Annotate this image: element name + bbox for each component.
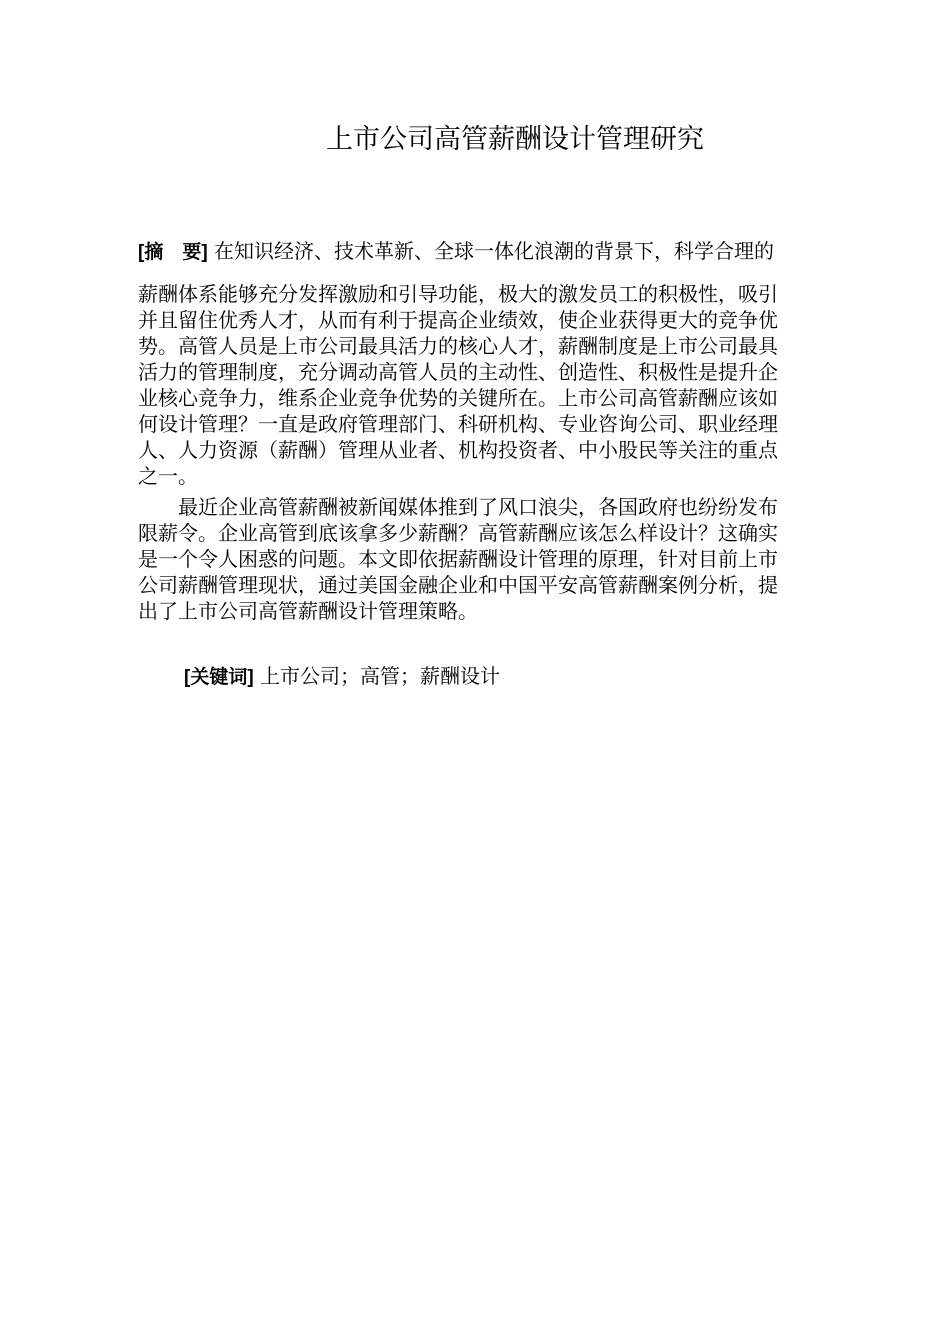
text-line: 人、人力资源（薪酬）管理从业者、机构投资者、中小股民等关注的重点 (138, 438, 778, 462)
abstract-first-line-text: 在知识经济、技术革新、全球一体化浪潮的背景下，科学合理的 (207, 239, 775, 263)
abstract-paragraph-2 (138, 494, 858, 624)
text-line: 活力的管理制度，充分调动高管人员的主动性、创造性、积极性是提升企 (138, 360, 778, 384)
text-line: 限薪令。企业高管到底该拿多少薪酬？高管薪酬应该怎么样设计？这确实 (138, 521, 778, 545)
text-line: 势。高管人员是上市公司最具活力的核心人才，薪酬制度是上市公司最具 (138, 334, 778, 358)
text-line: 最近企业高管薪酬被新闻媒体推到了风口浪尖，各国政府也纷纷发布 (138, 495, 778, 519)
text-line: 薪酬体系能够充分发挥激励和引导功能，极大的激发员工的积极性，吸引 (138, 282, 778, 306)
document-title: 上市公司高管薪酬设计管理研究 (326, 124, 704, 155)
text-line: 并且留住优秀人才，从而有利于提高企业绩效，使企业获得更大的竞争优 (138, 308, 778, 332)
keywords-text: 上市公司；高管；薪酬设计 (253, 664, 501, 688)
text-line: 之一。 (138, 464, 198, 488)
abstract-label: [摘 要] (138, 242, 208, 263)
text-line: 出了上市公司高管薪酬设计管理策略。 (138, 599, 478, 623)
text-line: 业核心竞争力，维系企业竞争优势的关键所在。上市公司高管薪酬应该如 (138, 386, 778, 410)
text-line: 是一个令人困惑的问题。本文即依据薪酬设计管理的原理，针对目前上市 (138, 547, 778, 571)
keywords-line (184, 662, 864, 692)
text-line: 公司薪酬管理现状，通过美国金融企业和中国平安高管薪酬案例分析，提 (138, 573, 778, 597)
text-line: 何设计管理？一直是政府管理部门、科研机构、专业咨询公司、职业经理 (138, 412, 778, 436)
keywords-label: [关键词] (184, 667, 254, 688)
abstract-paragraph-1 (138, 281, 858, 489)
abstract-first-line (138, 234, 858, 270)
